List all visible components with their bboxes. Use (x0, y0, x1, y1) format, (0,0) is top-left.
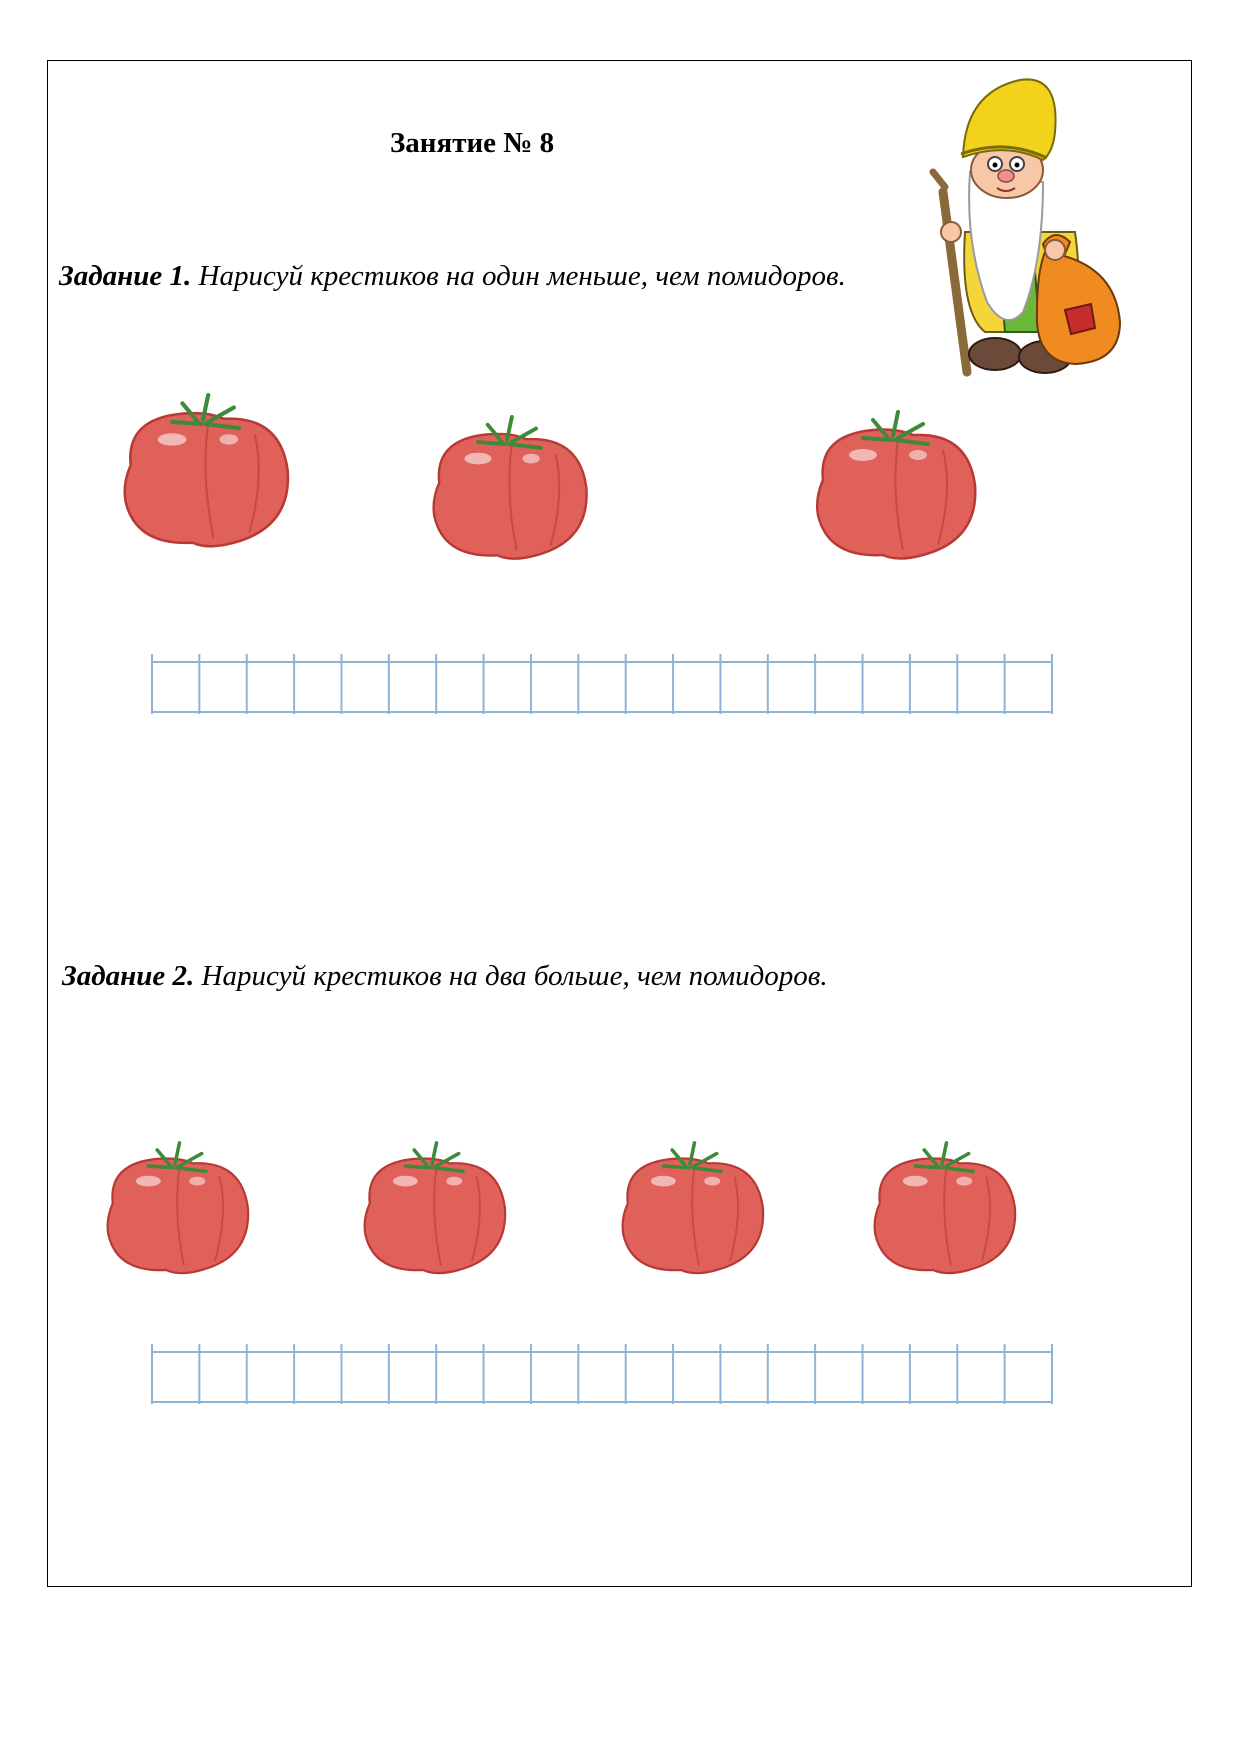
answer-grid-1[interactable] (148, 648, 1056, 720)
task-1-text: Нарисуй крестиков на один меньше, чем помидоров. (191, 260, 846, 292)
tomato-icon (862, 1140, 1022, 1280)
tomato-icon (610, 1140, 770, 1280)
tomato-icon (352, 1140, 512, 1280)
task-2-label: Задание 2. (62, 960, 195, 992)
task-2-text: Нарисуй крестиков на два больше, чем помидоров. (194, 960, 828, 992)
tomato-icon (95, 1140, 255, 1280)
page-title: Занятие № 8 (390, 127, 555, 159)
gnome-illustration (925, 72, 1135, 382)
task-1-instruction (59, 252, 849, 300)
answer-grid-2[interactable] (148, 1338, 1056, 1410)
tomato-icon (414, 415, 600, 565)
task-2-instruction (62, 952, 1162, 1000)
tomato-icon (800, 410, 986, 565)
task-1-label: Задание 1. (59, 260, 192, 292)
tomato-icon (110, 393, 296, 553)
